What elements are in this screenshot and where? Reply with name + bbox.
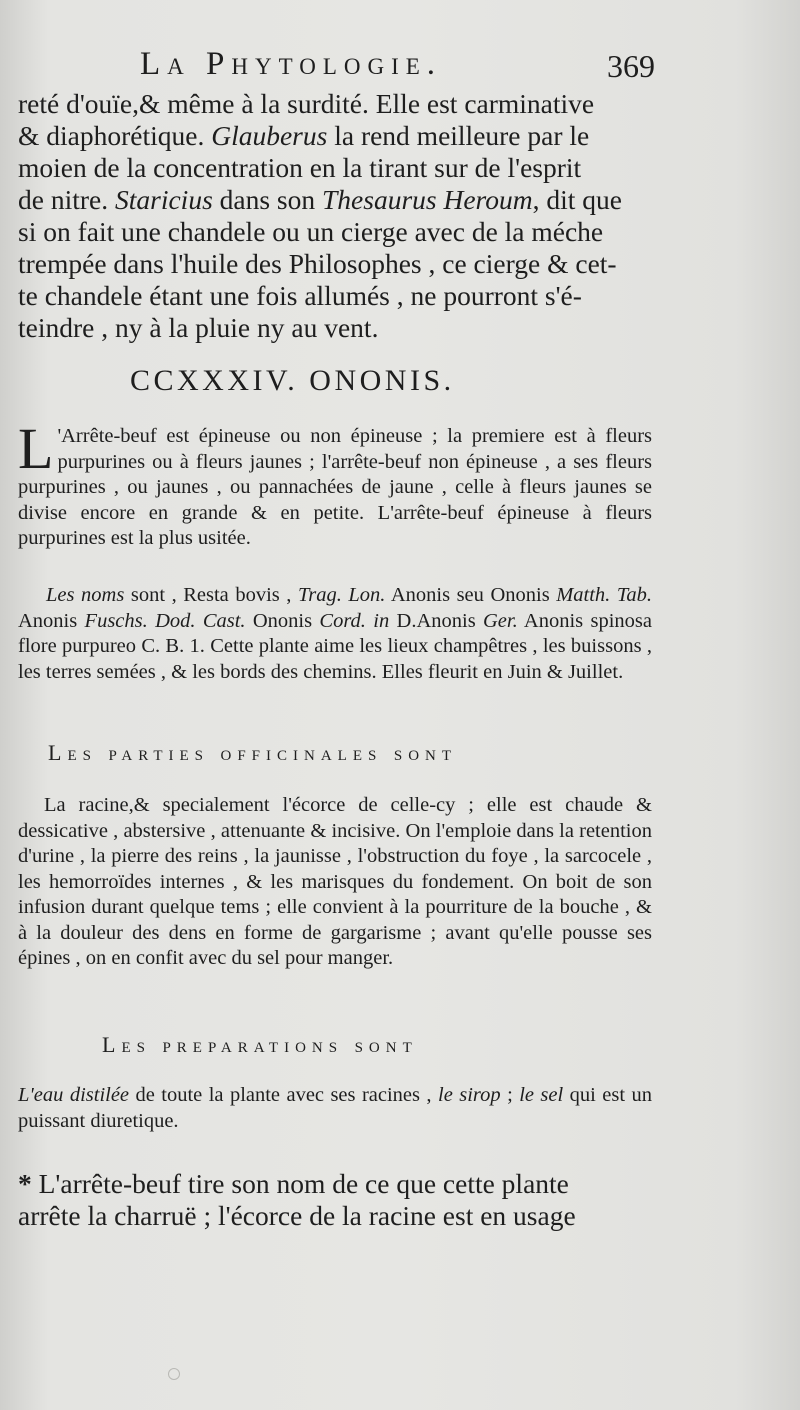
author-abbrev: Cord. in [319, 609, 390, 632]
paragraph-text: 'Arrête-beuf est épineuse ou non épineuse ; la premiere est à fleurs purpurines ou à fleurs jaunes ; l'arrête-beuf non épineuse , a ses fleurs purpurines , ou jaunes , ou pannachées de jaune , celle à fleurs jaunes se divise encore en grande & en petite. L'arrête-beuf épineuse à fleurs purpurines est la plus usitée. [18, 425, 652, 549]
running-title: La Phytologie. [140, 46, 443, 82]
text-line: de nitre. Staricius dans son Thesaurus Heroum, dit que [18, 184, 622, 215]
paper-blemish [168, 1368, 180, 1380]
book-title: Thesaurus Heroum [322, 184, 533, 215]
paragraph-names: Les noms sont , Resta bovis , Trag. Lon. Anonis seu Ononis Matth. Tab. Anonis Fuschs. Dod. Cast. Ononis Cord. in D.Anonis Ger. Anonis spinosa flore purpureo C. B. 1. Cette plante aime les lieux champêtres , les buissons , les terres semées , & les bords des chemins. Elles fleurit en Juin & Juillet. [18, 584, 652, 683]
text-line: teindre , ny à la pluie ny au vent. [18, 312, 379, 343]
author-abbrev: Ger. [483, 609, 518, 632]
paragraph-description [18, 416, 652, 552]
text-line: * L'arrête-beuf tire son nom de ce que cette plante [18, 1168, 569, 1199]
asterisk-mark: * [18, 1168, 32, 1199]
section-title: CCXXXIV. ONONIS. [130, 364, 455, 397]
author-abbrev: Trag. Lon. [297, 584, 386, 606]
lead-phrase: Les noms [46, 584, 125, 606]
lead-phrase: L'eau distilée [18, 1084, 130, 1106]
text-line: moien de la concentration en la tirant sur de l'esprit [18, 152, 582, 183]
author-abbrev: Matth. Tab. [556, 584, 652, 606]
paragraph-continued [18, 88, 652, 344]
text-line: reté d'ouïe,& même à la surdité. Elle est carminative [18, 88, 595, 119]
page-header [140, 46, 655, 86]
drop-cap: L [18, 416, 54, 481]
author-name: Glauberus [211, 120, 328, 151]
preparation-name: le sirop [438, 1084, 501, 1106]
text-line: arrête la charruë ; l'écorce de la racine est en usage [18, 1200, 576, 1231]
paragraph-footnote [18, 1168, 652, 1232]
author-abbrev: Fuschs. Dod. Cast. [84, 609, 246, 632]
author-name: Staricius [114, 184, 213, 215]
heading-preparations: Les preparations sont [102, 1032, 418, 1057]
paragraph-uses: La racine,& specialement l'écorce de celle-cy ; elle est chaude & dessicative , abstersive , attenuante & incisive. On l'emploie dans la retention d'urine , la pierre des reins , la jaunisse , l'obstruction du foye , la sarcocele , les hemorroïdes internes , & les marisques du fondement. On boit de son infusion durant quelque tems ; elle convient à la pourriture de la bouche , & à la douleur des dens en forme de gargarisme ; avant qu'elle pousse ses épines , on en confit avec du sel pour manger. [18, 794, 652, 969]
paragraph-preparations: L'eau distilée de toute la plante avec ses racines , le sirop ; le sel qui est un puissant diuretique. [18, 1084, 653, 1132]
preparation-name: le sel [519, 1084, 564, 1106]
text-line: si on fait une chandele ou un cierge avec de la méche [18, 216, 604, 247]
text-line: & diaphorétique. Glauberus la rend meilleure par le [18, 120, 590, 151]
heading-officinal-parts: Les parties officinales sont [48, 740, 458, 765]
page-number: 369 [607, 48, 655, 84]
text-line: te chandele étant une fois allumés , ne pourront s'é- [18, 280, 582, 311]
text-line: trempée dans l'huile des Philosophes , ce cierge & cet- [18, 248, 617, 279]
